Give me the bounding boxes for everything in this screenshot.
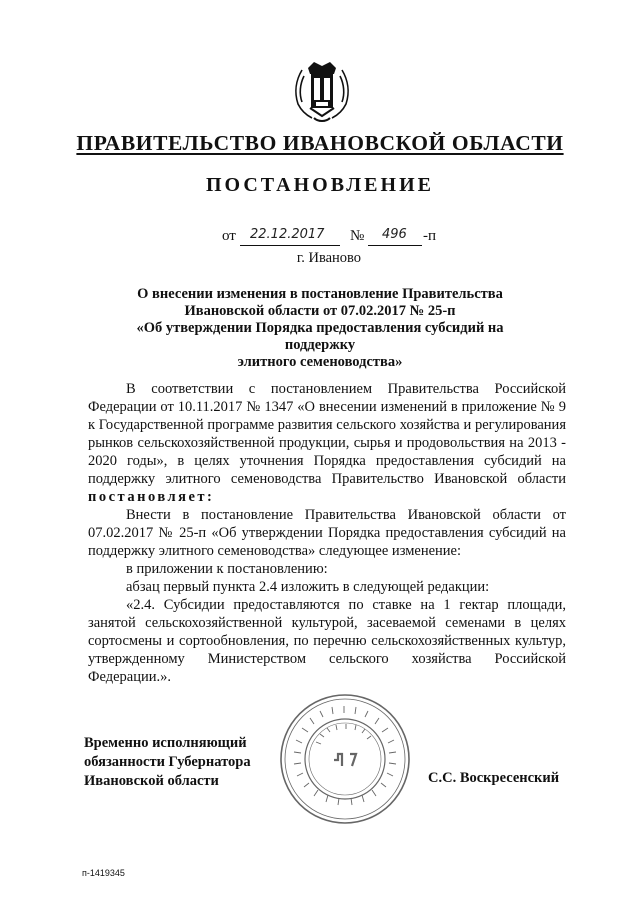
- signer-position-line: Временно исполняющий: [84, 735, 247, 751]
- document-code: п-1419345: [82, 868, 125, 878]
- coat-of-arms-icon: [288, 58, 356, 126]
- number-sign: №: [350, 228, 365, 244]
- date-value: 22.12.2017: [250, 227, 325, 242]
- city: г. Иваново: [296, 250, 362, 266]
- document-type: ПОСТАНОВЛЕНИЕ: [206, 174, 434, 196]
- paragraph-amendment: Внести в постановление Правительства Ивановской области от 07.02.2017 № 25-п «Об утверждении Порядка предоставления субсидий на поддержку элитного семеноводства» следующее изменение:: [88, 507, 566, 559]
- paragraph-preamble: [88, 380, 566, 506]
- signer-position: [84, 734, 284, 791]
- signer-position-line: обязанности Губернатора: [84, 754, 251, 770]
- signer-position-line: Ивановской области: [84, 773, 219, 789]
- paragraph-new-text: «2.4. Субсидии предоставляются по ставке на 1 гектар площади, занятой сельскохозяйственной культурой, засеваемой семенами в целях сортосмены и сортообновления, по перечню сельскохозяйственных культур, утвержденному Министерством сельского хозяйства Российской Федерации.».: [88, 597, 566, 685]
- signer-name: С.С. Воскресенский: [428, 770, 560, 786]
- date-prefix: от: [222, 228, 236, 244]
- resolution-keyword: постановляет:: [88, 489, 215, 505]
- date-underline: [240, 245, 340, 246]
- number-underline: [368, 245, 422, 246]
- subject-line: О внесении изменения в постановление Правительства: [137, 286, 503, 302]
- subject-line: элитного семеноводства»: [237, 354, 403, 370]
- paragraph-clause: абзац первый пункта 2.4 изложить в следующей редакции:: [126, 579, 490, 595]
- paragraph-appendix: в приложении к постановлению:: [126, 561, 328, 577]
- government-title: ПРАВИТЕЛЬСТВО ИВАНОВСКОЙ ОБЛАСТИ: [76, 131, 564, 155]
- date-number-line: [222, 228, 462, 250]
- subject-line: Ивановской области от 07.02.2017 № 25-п: [184, 303, 456, 319]
- preamble-text: В соответствии с постановлением Правительства Российской Федерации от 10.11.2017 № 1347 «О внесении изменений в приложение № 9 к Государственной программе развития сельского хозяйства и регулирования рынков сельскохозяйственной продукции, сырья и продовольствия на 2013 - 2020 годы», в целях уточнения Порядка предоставления субсидий на поддержку элитного семеноводства Правительство Ивановской области: [88, 381, 566, 487]
- number-suffix: -п: [423, 228, 437, 244]
- subject-line: «Об утверждении Порядка предоставления субсидий на поддержку: [136, 320, 504, 353]
- document-body: [88, 380, 566, 686]
- document-subject: [100, 286, 540, 371]
- official-stamp-icon: [276, 690, 414, 828]
- number-value: 496: [382, 227, 407, 242]
